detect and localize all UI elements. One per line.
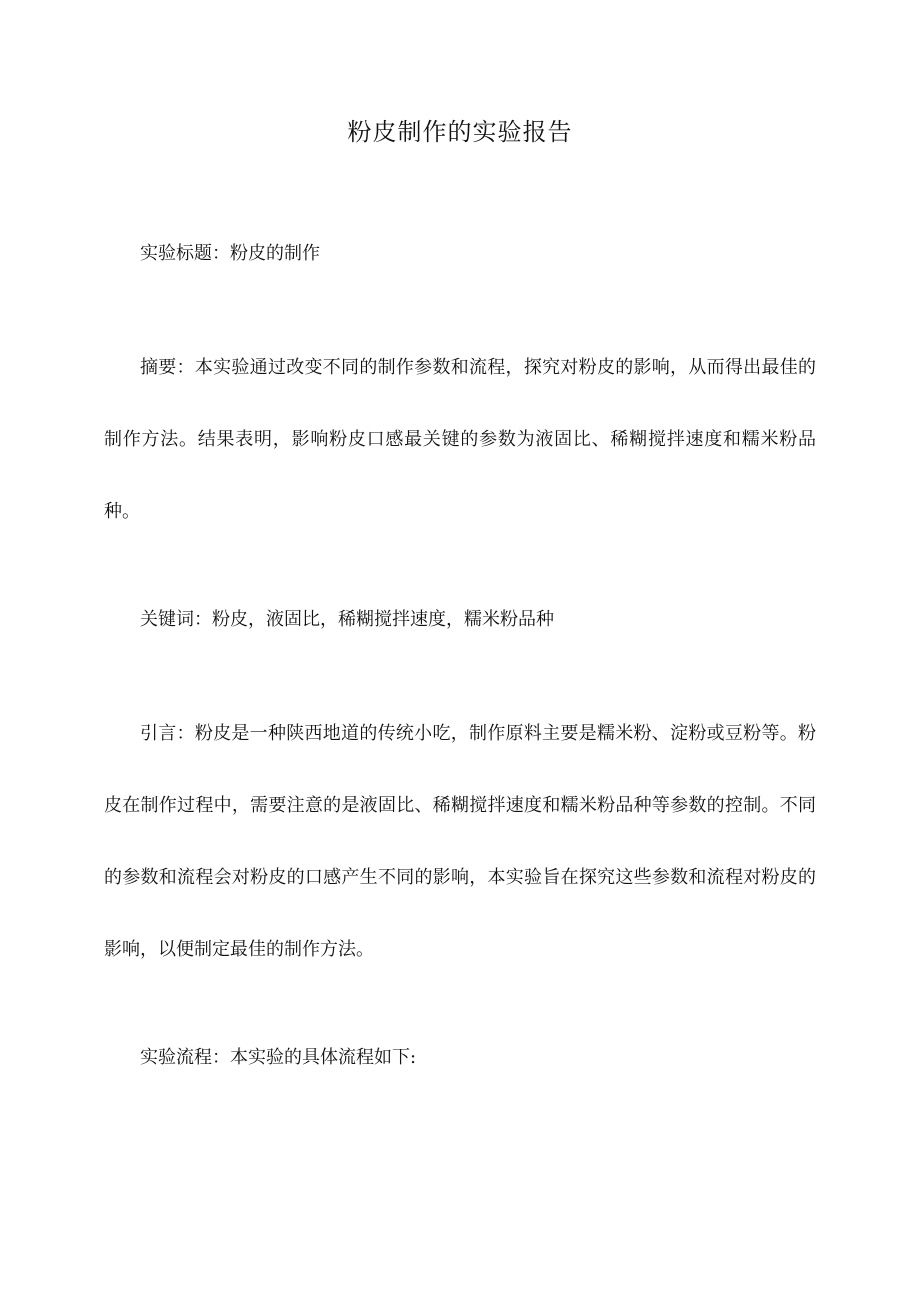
keywords-paragraph: 关键词：粉皮，液固比，稀糊搅拌速度，糯米粉品种 xyxy=(140,609,554,630)
process-paragraph: 实验流程：本实验的具体流程如下: xyxy=(140,1047,417,1068)
introduction-paragraph: 引言：粉皮是一种陕西地道的传统小吃，制作原料主要是糯米粉、淀粉或豆粉等。粉皮在制作过程中，需要注意的是液固比、稀糊搅拌速度和糯米粉品种等参数的控制。不同的参数和流程会对粉皮的口感产生不同的影响，本实验旨在探究这些参数和流程对粉皮的影响，以便制定最佳的制作方法。 xyxy=(104,723,816,960)
experiment-title-paragraph: 实验标题：粉皮的制作 xyxy=(140,243,320,264)
document-title: 粉皮制作的实验报告 xyxy=(347,118,573,146)
abstract-paragraph: 摘要：本实验通过改变不同的制作参数和流程，探究对粉皮的影响，从而得出最佳的制作方法。结果表明，影响粉皮口感最关键的参数为液固比、稀糊搅拌速度和糯米粉品种。 xyxy=(104,357,816,522)
